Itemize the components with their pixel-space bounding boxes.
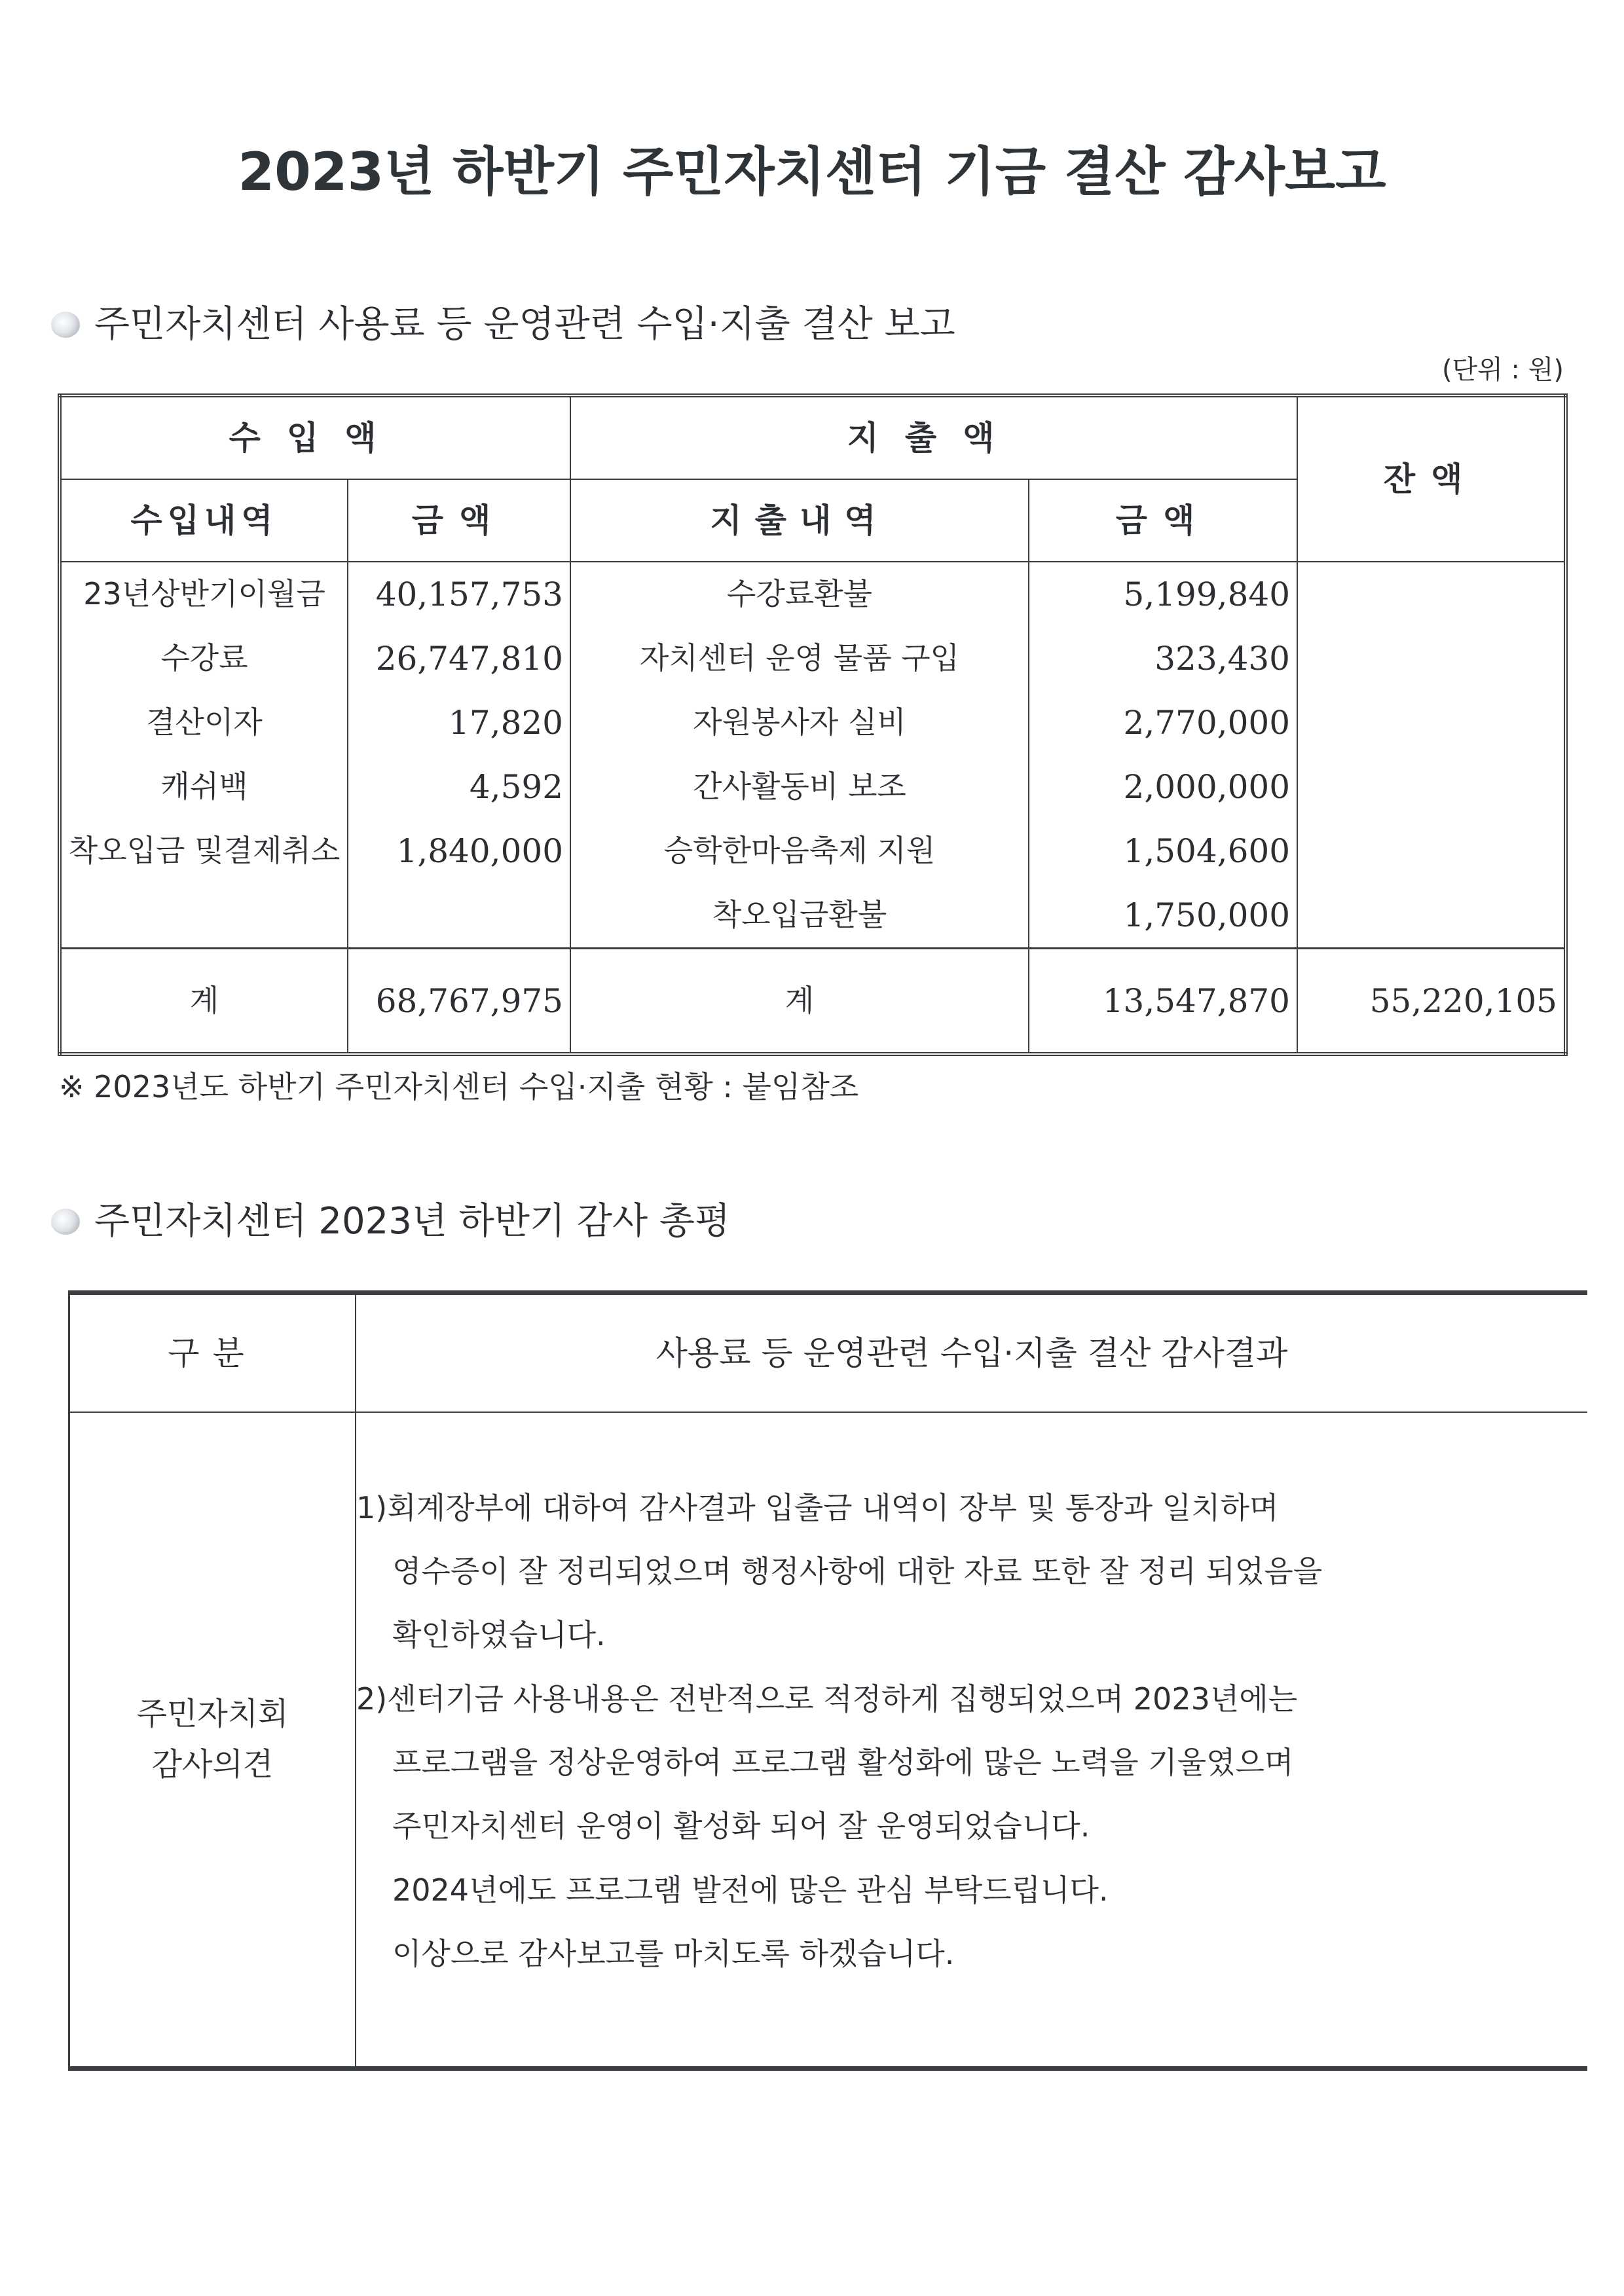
bullet-icon xyxy=(51,1209,80,1235)
income-amount: 17,820 xyxy=(348,691,570,755)
audit-table xyxy=(68,1290,1587,2071)
expense-amount: 2,000,000 xyxy=(1029,755,1297,819)
total-row xyxy=(60,949,1566,1055)
expense-total: 13,547,870 xyxy=(1029,949,1297,1055)
income-amount: 26,747,810 xyxy=(348,627,570,691)
expense-amount: 1,504,600 xyxy=(1029,819,1297,883)
income-item: 결산이자 xyxy=(60,691,348,755)
header-balance: 잔액 xyxy=(1297,395,1566,562)
income-amount: 4,592 xyxy=(348,755,570,819)
opinion-line: 확인하였습니다. xyxy=(392,1617,606,1653)
table-row xyxy=(60,562,1566,627)
expense-item: 간사활동비 보조 xyxy=(570,755,1029,819)
expense-item: 착오입금환불 xyxy=(570,883,1029,949)
income-amount: 40,157,753 xyxy=(348,562,570,627)
opinion-line: 영수증이 잘 정리되었으며 행정사항에 대한 자료 또한 잘 정리 되었음을 xyxy=(392,1554,1323,1590)
unit-label: (단위 : 원) xyxy=(1441,355,1564,385)
bullet-icon xyxy=(51,312,80,338)
expense-item: 자원봉사자 실비 xyxy=(570,691,1029,755)
opinion-line: 2024년에도 프로그램 발전에 많은 관심 부탁드립니다. xyxy=(392,1872,1109,1908)
document-title: 2023년 하반기 주민자치센터 기금 결산 감사보고 xyxy=(238,141,1386,202)
opinion-line: 1)회계장부에 대하여 감사결과 입출금 내역이 장부 및 통장과 일치하며 xyxy=(356,1489,1279,1525)
audit-opinion xyxy=(356,1412,1587,2069)
opinion-line: 주민자치센터 운영이 활성화 되어 잘 운영되었습니다. xyxy=(392,1808,1090,1844)
expense-amount: 323,430 xyxy=(1029,627,1297,691)
expense-item: 자치센터 운영 물품 구입 xyxy=(570,627,1029,691)
section-heading-settlement xyxy=(51,302,1585,348)
opinion-label-line: 감사의견 xyxy=(151,1745,274,1783)
opinion-line: 프로그램을 정상운영하여 프로그램 활성화에 많은 노력을 기울였으며 xyxy=(392,1744,1294,1780)
expense-total-label: 계 xyxy=(570,949,1029,1055)
opinion-line: 2)센터기금 사용내용은 전반적으로 적정하게 집행되었으며 2023년에는 xyxy=(356,1681,1298,1717)
expense-amount: 5,199,840 xyxy=(1029,562,1297,627)
income-total-label: 계 xyxy=(60,949,348,1055)
opinion-line: 이상으로 감사보고를 마치도록 하겠습니다. xyxy=(392,1935,955,1971)
balance-total: 55,220,105 xyxy=(1297,949,1566,1055)
header-category: 구분 xyxy=(69,1292,356,1412)
income-item: 수강료 xyxy=(60,627,348,691)
header-income: 수입액 xyxy=(60,395,570,479)
income-item: 착오입금 및결제취소 xyxy=(60,819,348,883)
income-amount: 1,840,000 xyxy=(348,819,570,883)
balance-empty-cell xyxy=(1297,562,1566,949)
income-total: 68,767,975 xyxy=(348,949,570,1055)
header-expense: 지출액 xyxy=(570,395,1297,479)
header-audit-result: 사용료 등 운영관련 수입·지출 결산 감사결과 xyxy=(356,1292,1587,1412)
expense-item: 승학한마음축제 지원 xyxy=(570,819,1029,883)
header-expense-amount: 금액 xyxy=(1029,479,1297,562)
section-heading-audit xyxy=(51,1199,1585,1245)
section-heading-text: 주민자치센터 사용료 등 운영관련 수입·지출 결산 보고 xyxy=(94,303,955,346)
income-item xyxy=(60,883,348,949)
reference-note: ※ 2023년도 하반기 주민자치센터 수입·지출 현황 : 붙임참조 xyxy=(59,1069,859,1104)
header-income-amount: 금액 xyxy=(348,479,570,562)
settlement-table xyxy=(58,393,1568,1056)
opinion-label-line: 주민자치회 xyxy=(136,1696,289,1733)
expense-amount: 2,770,000 xyxy=(1029,691,1297,755)
section-heading-text: 주민자치센터 2023년 하반기 감사 총평 xyxy=(94,1199,731,1243)
expense-item: 수강료환불 xyxy=(570,562,1029,627)
income-amount xyxy=(348,883,570,949)
expense-amount: 1,750,000 xyxy=(1029,883,1297,949)
income-item: 캐쉬백 xyxy=(60,755,348,819)
header-income-item: 수입내역 xyxy=(60,479,348,562)
opinion-label xyxy=(69,1412,356,2069)
header-expense-item: 지출내역 xyxy=(570,479,1029,562)
income-item: 23년상반기이월금 xyxy=(60,562,348,627)
